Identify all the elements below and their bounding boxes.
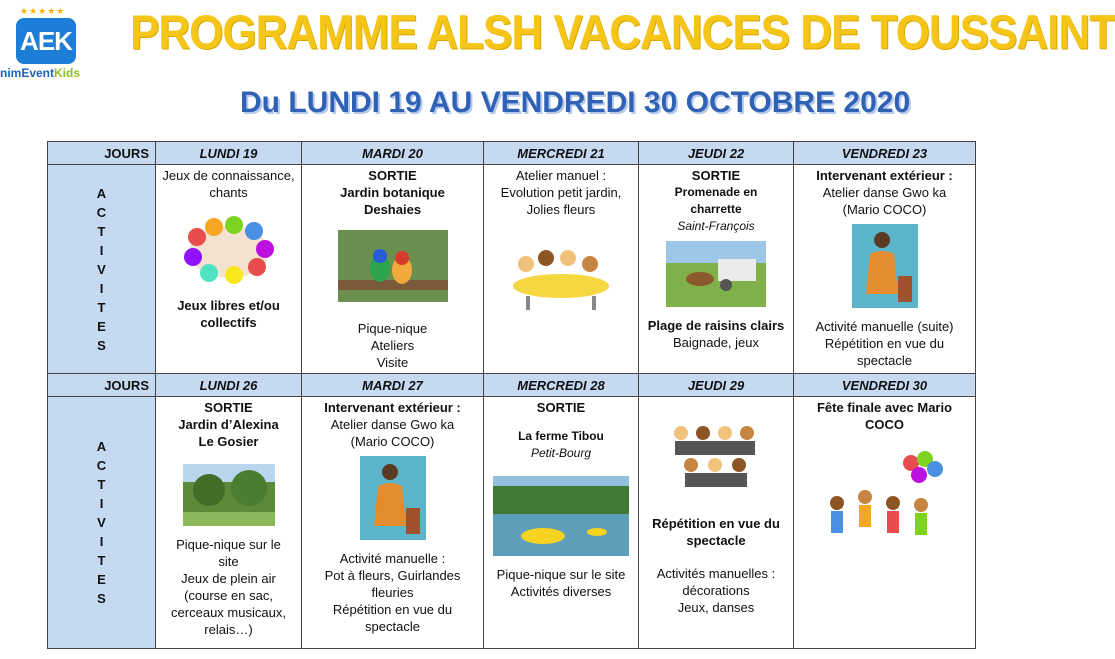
gwoka-dancer-image	[852, 224, 918, 308]
program-table	[47, 141, 976, 649]
text: Jolies fleurs	[526, 202, 596, 217]
day-header: MARDI 27	[302, 374, 484, 397]
text: Jeux, danses	[677, 600, 755, 615]
text: SORTIE	[368, 168, 417, 183]
cell-vendredi-23	[794, 165, 976, 374]
text: fleuries	[371, 585, 414, 600]
logo-badge: AEK	[16, 18, 76, 64]
day-header: JEUDI 22	[639, 142, 794, 165]
text: COCO	[865, 417, 904, 432]
text: Jeux libres et/ou	[177, 298, 280, 313]
text: Pique-nique sur le site	[496, 567, 626, 582]
text: Plage de raisins clairs	[647, 318, 785, 333]
text: Atelier danse Gwo ka	[330, 417, 455, 432]
text: SORTIE	[536, 400, 586, 415]
text: Jeux de plein air	[181, 571, 276, 586]
text: spectacle	[686, 533, 746, 548]
page-subtitle: Du LUNDI 19 AU VENDREDI 30 OCTOBRE 2020	[240, 86, 911, 119]
children-circle-image	[179, 207, 279, 287]
text: Pique-nique sur le	[176, 537, 281, 552]
cell-jeudi-29	[639, 397, 794, 649]
text: Répétition en vue du	[332, 602, 453, 617]
text: La ferme Tibou	[518, 429, 604, 443]
header-row-week2	[48, 374, 976, 397]
text: Fête finale avec Mario	[816, 400, 953, 415]
text: Ateliers	[370, 338, 415, 353]
text: Petit-Bourg	[530, 446, 592, 460]
text: Visite	[376, 355, 409, 370]
activites-label: A C T I V I T E S	[48, 397, 156, 649]
day-header: LUNDI 26	[156, 374, 302, 397]
text: chants	[209, 185, 248, 200]
cell-jeudi-22	[639, 165, 794, 374]
day-header: MARDI 20	[302, 142, 484, 165]
text: Jeux de connaissance,	[162, 168, 295, 183]
text: Evolution petit jardin,	[500, 185, 622, 200]
text: spectacle	[365, 619, 420, 634]
logo	[0, 6, 110, 86]
cell-vendredi-30	[794, 397, 976, 649]
jours-label: JOURS	[48, 142, 156, 165]
text: décorations	[682, 583, 750, 598]
text: Atelier danse Gwo ka	[822, 185, 947, 200]
text: SORTIE	[691, 168, 741, 183]
text: Répétition en vue du	[824, 336, 945, 351]
text: Deshaies	[363, 202, 422, 217]
text: Promenade en	[674, 185, 758, 199]
text: Baignade, jeux	[672, 335, 759, 350]
day-header: MERCREDI 21	[484, 142, 639, 165]
day-header: JEUDI 29	[639, 374, 794, 397]
cell-lundi-19	[156, 165, 302, 374]
logo-text	[0, 66, 80, 80]
party-children-image	[815, 447, 955, 557]
day-header: VENDREDI 30	[794, 374, 976, 397]
cell-mercredi-28	[484, 397, 639, 649]
kids-gardening-image	[506, 236, 616, 316]
logo-text-end: Kids	[54, 66, 81, 80]
text: (Mario COCO)	[842, 202, 927, 217]
choir-children-image	[661, 419, 771, 505]
text: Pot à fleurs, Guirlandes	[324, 568, 461, 583]
header-row-week1	[48, 142, 976, 165]
text: Pique-nique	[357, 321, 428, 336]
text: Activité manuelle (suite)	[815, 319, 954, 334]
text: (Mario COCO)	[350, 434, 435, 449]
text: Saint-François	[677, 219, 755, 233]
text: Activités manuelles :	[656, 566, 776, 581]
activities-row-week1	[48, 165, 976, 374]
day-header: MERCREDI 28	[484, 374, 639, 397]
text: Jardin d’Alexina	[178, 417, 279, 432]
cart-photo	[666, 241, 766, 307]
text: SORTIE	[204, 400, 253, 415]
cell-mardi-20	[302, 165, 484, 374]
text: Le Gosier	[198, 434, 259, 449]
day-header: VENDREDI 23	[794, 142, 976, 165]
text: Activités diverses	[510, 584, 612, 599]
text: Jardin botanique	[340, 185, 445, 200]
text: spectacle	[857, 353, 912, 368]
text: site	[218, 554, 239, 569]
text: charrette	[690, 202, 742, 216]
text: relais…)	[204, 622, 253, 637]
cell-mardi-27	[302, 397, 484, 649]
activities-row-week2	[48, 397, 976, 649]
logo-text-main: nimEvent	[0, 66, 55, 80]
text: Intervenant extérieur :	[324, 400, 461, 415]
cell-lundi-26	[156, 397, 302, 649]
page-title: PROGRAMME ALSH VACANCES DE TOUSSAINT	[130, 5, 1115, 60]
text: cerceaux musicaux,	[171, 605, 286, 620]
logo-stars: ★★★★★	[20, 6, 66, 16]
parrots-photo	[338, 230, 448, 302]
garden-photo	[183, 464, 275, 526]
gwoka-dancer-image	[360, 456, 426, 540]
text: collectifs	[200, 315, 257, 330]
farm-boat-photo	[493, 476, 629, 556]
activites-label: A C T I V I T E S	[48, 165, 156, 374]
text: Atelier manuel :	[515, 168, 607, 183]
text: Répétition en vue du	[652, 516, 780, 531]
text: Activité manuelle :	[339, 551, 446, 566]
jours-label: JOURS	[48, 374, 156, 397]
text: Intervenant extérieur :	[816, 168, 953, 183]
text: (course en sac,	[184, 588, 273, 603]
day-header: LUNDI 19	[156, 142, 302, 165]
cell-mercredi-21	[484, 165, 639, 374]
